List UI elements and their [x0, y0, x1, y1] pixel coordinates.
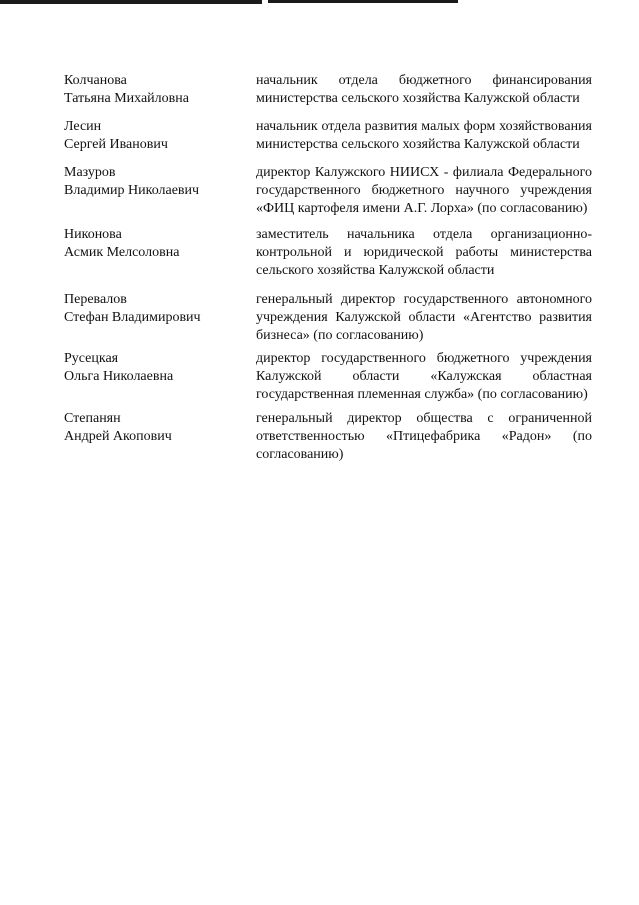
member-name: [64, 350, 244, 386]
member-position: начальник отдела развития малых форм хозяйствования министерства сельского хозяйства Калужской области: [256, 119, 592, 152]
member-given-name: Владимир Николаевич: [64, 183, 200, 198]
member-surname: Русецкая: [64, 351, 119, 366]
member-position: начальник отдела бюджетного финансирования министерства сельского хозяйства Калужской области: [256, 73, 592, 106]
member-given-name: Асмик Мелсоловна: [64, 245, 180, 260]
member-surname: Колчанова: [64, 73, 127, 88]
member-given-name: Татьяна Михайловна: [64, 91, 189, 106]
member-surname: Степанян: [64, 411, 121, 426]
member-surname: Мазуров: [64, 165, 116, 180]
member-name: [64, 72, 244, 108]
member-surname: Перевалов: [64, 292, 127, 307]
member-position: генеральный директор государственного автономного учреждения Калужской области «Агентство развития бизнеса» (по согласованию): [256, 292, 592, 343]
member-surname: Лесин: [64, 119, 102, 134]
member-name: [64, 291, 244, 327]
member-name: [64, 226, 244, 262]
member-name: [64, 164, 244, 200]
member-name: [64, 118, 244, 154]
member-position: директор государственного бюджетного учреждения Калужской области «Калужская областная государственная племенная служба» (по согласованию): [256, 351, 592, 402]
member-given-name: Сергей Иванович: [64, 137, 168, 152]
member-position: генеральный директор общества с ограниченной ответственностью «Птицефабрика «Радон» (по согласованию): [256, 411, 592, 462]
member-position: директор Калужского НИИСХ - филиала Федерального государственного бюджетного научного учреждения «ФИЦ картофеля имени А.Г. Лорха» (по согласованию): [256, 165, 592, 216]
member-given-name: Ольга Николаевна: [64, 369, 174, 384]
top-border-rule: [0, 0, 262, 4]
member-given-name: Стефан Владимирович: [64, 310, 201, 325]
member-given-name: Андрей Акопович: [64, 429, 172, 444]
member-surname: Никонова: [64, 227, 122, 242]
member-name: [64, 410, 244, 446]
member-position: заместитель начальника отдела организационно-контрольной и юридической работы министерства сельского хозяйства Калужской области: [256, 227, 592, 278]
